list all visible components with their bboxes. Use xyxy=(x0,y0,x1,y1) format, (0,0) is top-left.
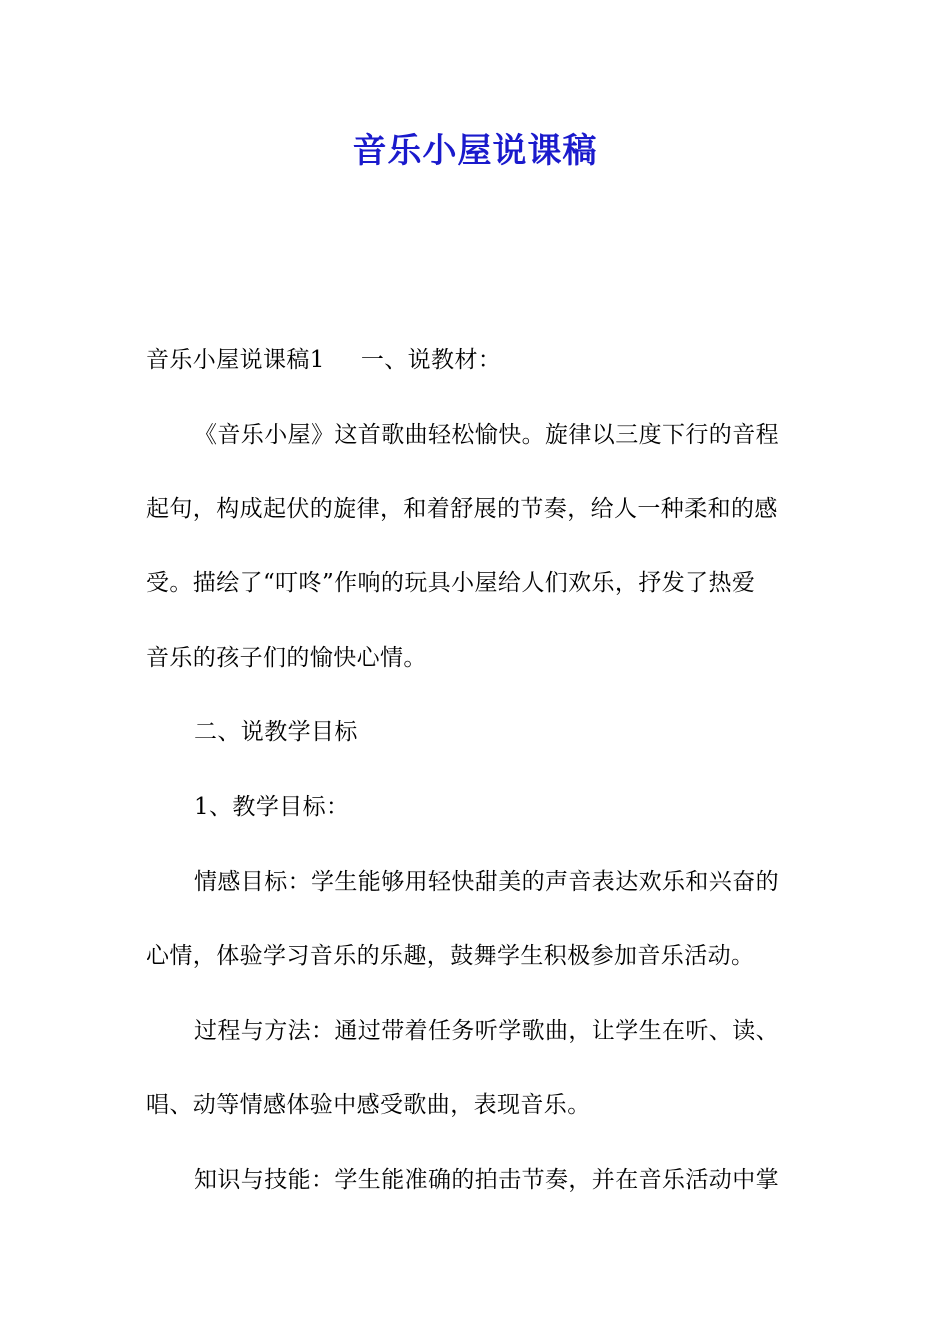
body-line: 心情，体验学习音乐的乐趣，鼓舞学生积极参加音乐活动。 xyxy=(146,943,755,969)
body-line: 知识与技能：学生能准确的拍击节奏，并在音乐活动中掌 xyxy=(194,1167,779,1193)
body-line xyxy=(146,345,806,375)
body-line: 《音乐小屋》这首歌曲轻松愉快。旋律以三度下行的音程 xyxy=(194,422,779,448)
section-heading: 一、说教材： xyxy=(360,347,502,373)
body-line: 起句，构成起伏的旋律，和着舒展的节奏，给人一种柔和的感 xyxy=(146,496,778,522)
body-line: 音乐的孩子们的愉快心情。 xyxy=(146,645,427,671)
document-title: 音乐小屋说课稿 xyxy=(352,131,598,171)
body-line: 唱、动等情感体验中感受歌曲，表现音乐。 xyxy=(146,1092,591,1118)
body-line: 情感目标：学生能够用轻快甜美的声音表达欢乐和兴奋的 xyxy=(194,869,779,895)
body-line: 受。描绘了“叮咚”作响的玩具小屋给人们欢乐，抒发了热爱 xyxy=(146,570,756,596)
section-heading: 1、教学目标： xyxy=(194,794,350,820)
section-heading: 二、说教学目标 xyxy=(194,719,358,745)
section-heading: 音乐小屋说课稿1 xyxy=(146,347,325,373)
body-line: 过程与方法：通过带着任务听学歌曲，让学生在听、读、 xyxy=(194,1018,779,1044)
